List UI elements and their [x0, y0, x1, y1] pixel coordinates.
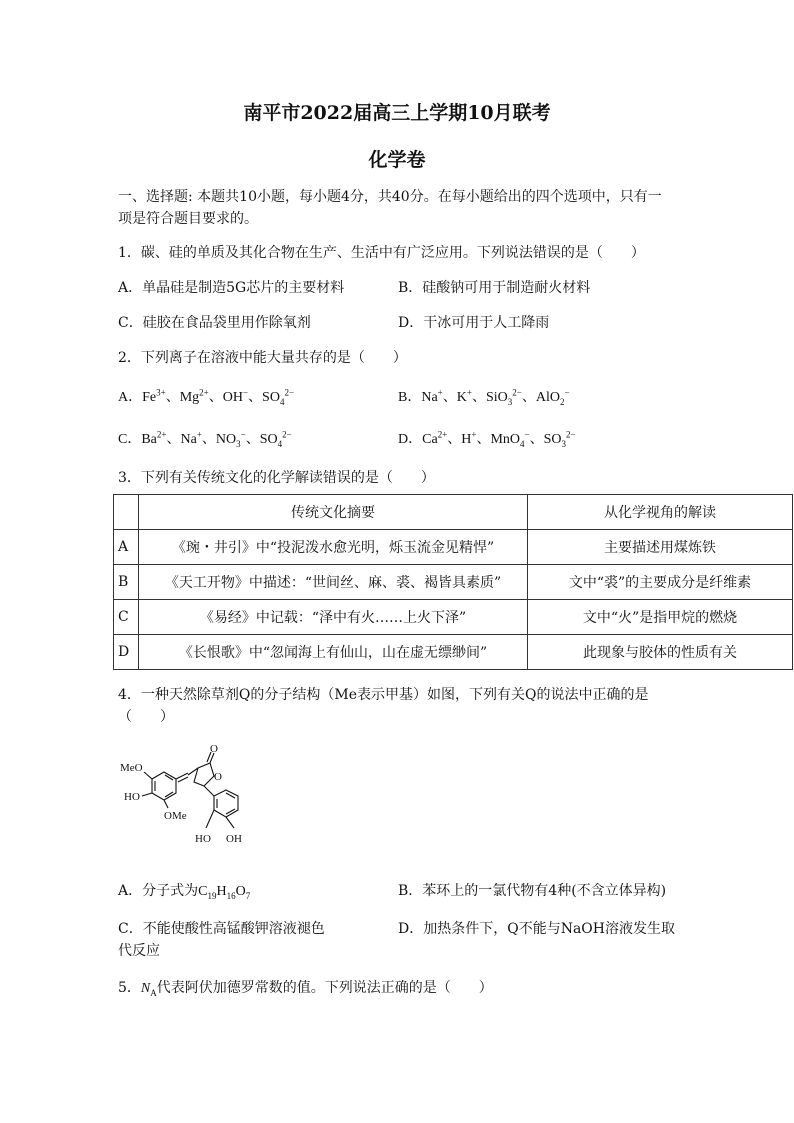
row-label: D: [114, 635, 139, 670]
molecule-structure-diagram: [118, 742, 258, 854]
q4-option-c: C．不能使酸性高锰酸钾溶液褪色: [118, 921, 325, 937]
row-summary: 《天工开物》中描述：“世间丝、麻、裘、褐皆具素质”: [139, 565, 528, 600]
row-interpretation: 文中“火”是指甲烷的燃烧: [528, 600, 793, 635]
q1-option-d: D．干冰可用于人工降雨: [398, 315, 550, 331]
table-header-blank: [114, 495, 139, 530]
table-row: [114, 600, 793, 635]
section-intro-line1: 一、选择题: 本题共10小题，每小题4分，共40分。在每小题给出的四个选项中，只有一: [118, 189, 662, 205]
row-summary: 《琬・井引》中“投泥泼水愈光明，烁玉流金见精悍”: [139, 530, 528, 565]
q4-stem-line2: （ ）: [118, 709, 174, 725]
q4-option-d-line2: 代反应: [118, 943, 160, 959]
row-summary: 《易经》中记载：“泽中有火……上火下泽”: [139, 600, 528, 635]
q3-stem: 3．下列有关传统文化的化学解读错误的是（ ）: [118, 470, 435, 486]
q4-stem-line1: 4．一种天然除草剂Q的分子结构（Me表示甲基）如图，下列有关Q的说法中正确的是: [118, 687, 649, 703]
q4-option-b: B．苯环上的一氯代物有4种(不含立体异构): [398, 883, 667, 899]
row-interpretation: 此现象与胶体的性质有关: [528, 635, 793, 670]
q1-option-c: C．硅胶在食品袋里用作除氧剂: [118, 315, 311, 331]
row-label: A: [114, 530, 139, 565]
table-row: [114, 530, 793, 565]
q2-option-a: A．$Fe^{3+}$、$Mg^{2+}$、OH−、$SO_4^{2-}$: [118, 387, 295, 407]
q4-option-d-line1: D．加热条件下，Q不能与NaOH溶液发生取: [398, 921, 675, 937]
q2-stem: 2．下列离子在溶液中能大量共存的是（ ）: [118, 350, 407, 366]
row-summary: 《长恨歌》中“忽闻海上有仙山，山在虚无缥缈间”: [139, 635, 528, 670]
label-o-ring: O: [214, 771, 222, 783]
row-label: C: [114, 600, 139, 635]
q1-option-b: B．硅酸钠可用于制造耐火材料: [398, 280, 591, 296]
q4-option-a: A．分子式为$C_{19}H_{16}O_7$: [118, 883, 251, 901]
culture-table: [113, 494, 793, 670]
table-header-mid: 传统文化摘要: [139, 495, 528, 530]
row-label: B: [114, 565, 139, 600]
q2-option-c: C．$Ba^{2+}$、Na+、$NO_3^-$、$SO_4^{2-}$: [118, 429, 292, 449]
q1-stem: 1．碳、硅的单质及其化合物在生产、生活中有广泛应用。下列说法错误的是（ ）: [118, 245, 645, 261]
label-ome: OMe: [164, 810, 187, 822]
q1-option-a: A．单晶硅是制造5G芯片的主要材料: [118, 280, 345, 296]
label-o-carbonyl: O: [210, 743, 218, 755]
row-interpretation: 文中“裘”的主要成分是纤维素: [528, 565, 793, 600]
section-intro-line2: 项是符合题目要求的。: [118, 211, 258, 227]
page-title: 南平市2022届高三上学期10月联考: [243, 102, 551, 124]
page-subtitle: 化学卷: [368, 149, 426, 171]
table-row: [114, 635, 793, 670]
label-ho-left: HO: [124, 791, 140, 803]
table-row: [114, 565, 793, 600]
table-header-row: [114, 495, 793, 530]
label-ho-bottom: HO: [195, 833, 211, 845]
q2-option-d: D．$Ca^{2+}$、H+、MnO$_4$−、$SO_3^{2-}$: [398, 429, 576, 449]
table-header-right: 从化学视角的解读: [528, 495, 793, 530]
row-interpretation: 主要描述用煤炼铁: [528, 530, 793, 565]
q2-option-b: B．Na+、K+、SiO$_3^{2-}$、AlO$_2$−: [398, 387, 570, 407]
label-meo-top: MeO: [120, 762, 143, 774]
q5-stem: 5．$N_A$代表阿伏加德罗常数的值。下列说法正确的是（ ）: [118, 980, 493, 998]
label-oh-bottom: OH: [226, 833, 242, 845]
